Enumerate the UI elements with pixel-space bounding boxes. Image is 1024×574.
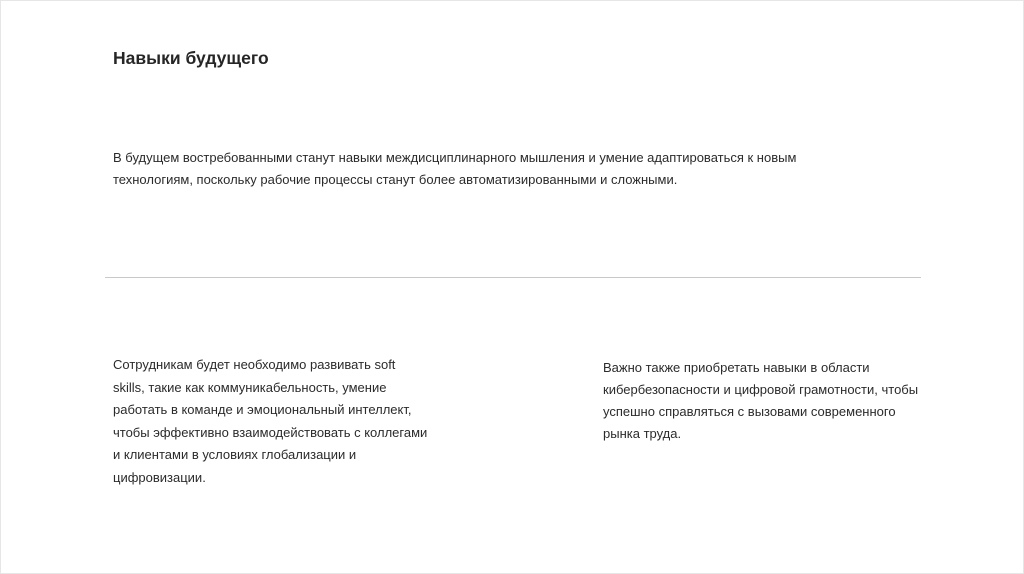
- intro-line: В будущем востребованными станут навыки междисциплинарного мышления и умение адаптироваться к новым: [113, 150, 797, 165]
- soft-skills-paragraph: [113, 354, 453, 489]
- section-divider: [105, 277, 921, 278]
- paragraph-line: рынка труда.: [603, 426, 682, 441]
- paragraph-line: skills, такие как коммуникабельность, умение: [113, 379, 387, 395]
- intro-line: технологиям, поскольку рабочие процессы станут более автоматизированными и сложными.: [113, 172, 678, 187]
- paragraph-line: успешно справляться с вызовами современного: [603, 404, 896, 419]
- paragraph-line: цифровизации.: [113, 469, 206, 485]
- paragraph-line: и клиентами в условиях глобализации и: [113, 447, 357, 462]
- slide-title: Навыки будущего: [113, 48, 269, 68]
- cybersecurity-paragraph: [603, 357, 943, 445]
- paragraph-line: работать в команде и эмоциональный интеллект,: [113, 402, 412, 417]
- paragraph-line: чтобы эффективно взаимодействовать с коллегами: [113, 424, 428, 440]
- paragraph-line: Важно также приобретать навыки в области: [603, 360, 870, 375]
- paragraph-line: кибербезопасности и цифровой грамотности, чтобы: [603, 382, 919, 397]
- intro-paragraph: [113, 147, 873, 191]
- paragraph-line: Сотрудникам будет необходимо развивать soft: [113, 357, 396, 372]
